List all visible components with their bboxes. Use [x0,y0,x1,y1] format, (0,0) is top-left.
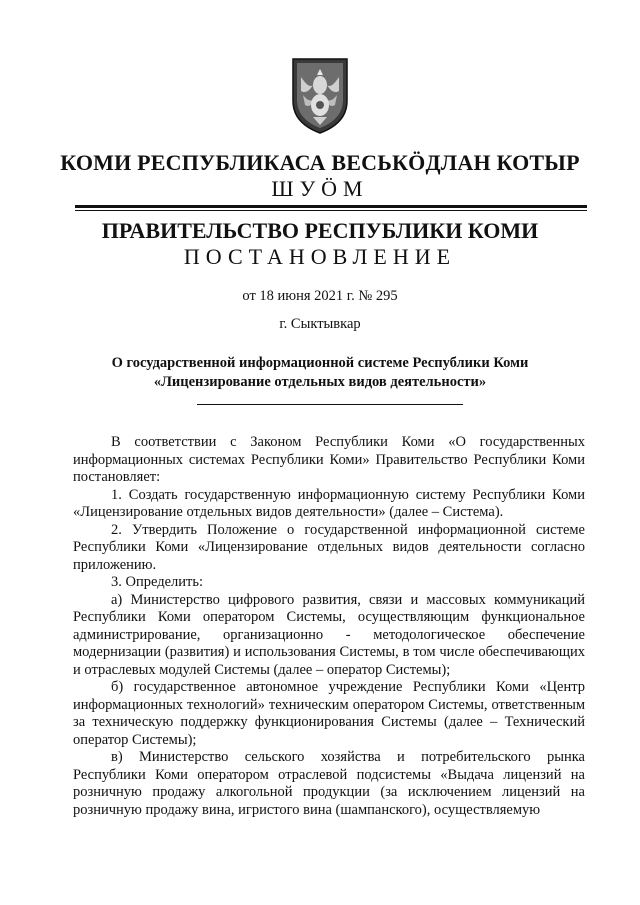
body-paragraph: 1. Создать государственную информационную систему Республики Коми «Лицензирование отдельных видов деятельности» (далее – Система). [73,486,585,520]
komi-government-title: КОМИ РЕСПУБЛИКАСА ВЕСЬКӦДЛАН КОТЫР [60,150,580,175]
document-body [73,434,585,819]
header-divider-thick [75,205,587,208]
document-title-line: О государственной информационной системе Республики Коми [111,355,529,371]
body-paragraph: б) государственное автономное учреждение Республики Коми «Центр информационных технологий» техническим оператором Системы, ответственным за техническую поддержку функционирования Системы (далее – Технический оператор Системы); [73,679,585,748]
komi-coat-of-arms-emblem [289,55,351,135]
komi-document-type: ШУӦМ [271,176,369,201]
document-title-line: «Лицензирование отдельных видов деятельности» [153,374,487,390]
header-divider-thin [75,210,587,211]
body-paragraph: 3. Определить: [111,574,204,590]
document-date-number: от 18 июня 2021 г. № 295 [242,288,398,304]
body-paragraph: а) Министерство цифрового развития, связи и массовых коммуникаций Республики Коми оператором Системы, осуществляющим функциональное администрирование, организационно - методологическое обеспечение модернизации (развития) и использования Системы, в том числе обеспечивающих и отраслевых модулей Системы (далее – оператор Системы); [73,591,585,678]
body-paragraph: в) Министерство сельского хозяйства и потребительского рынка Республики Коми оператором отраслевой подсистемы «Выдача лицензий на розничную продажу алкогольной продукции (за исключением лицензий на розничную продажу вина, игристого вина (шампанского), осуществляемую [73,749,585,818]
body-paragraph: В соответствии с Законом Республики Коми «О государственных информационных системах Республики Коми» Правительство Республики Коми постановляет: [73,434,585,485]
government-title: ПРАВИТЕЛЬСТВО РЕСПУБЛИКИ КОМИ [101,218,539,243]
document-city: г. Сыктывкар [279,316,361,332]
document-title [80,354,560,392]
title-underline [197,404,463,405]
body-paragraph: 2. Утвердить Положение о государственной информационной системе Республики Коми «Лицензирование отдельных видов деятельности согласно приложению. [73,521,585,573]
document-type: ПОСТАНОВЛЕНИЕ [183,244,457,269]
